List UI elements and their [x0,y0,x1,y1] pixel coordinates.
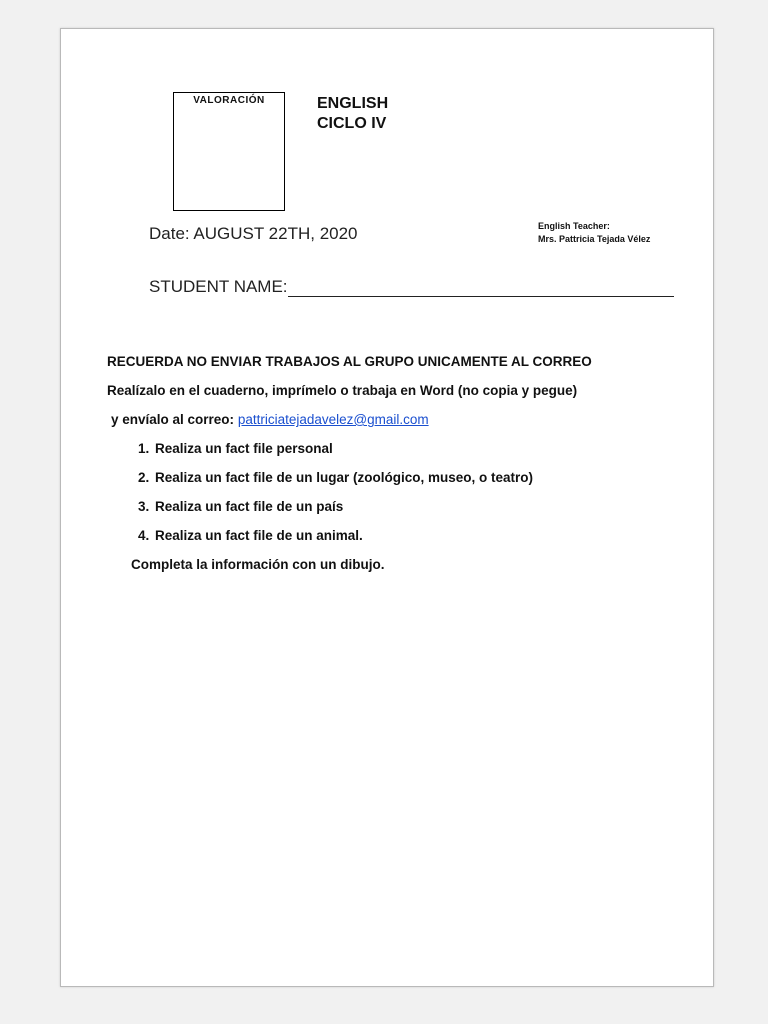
document-page [60,28,714,987]
teacher-label: English Teacher: [538,221,610,231]
subject-title: ENGLISH [317,95,389,112]
task-item: 2. Realiza un fact file de un lugar (zoológico, museo, o teatro) [153,463,592,492]
warning-text: RECUERDA NO ENVIAR TRABAJOS AL GRUPO UNICAMENTE AL CORREO [107,354,592,369]
student-name-field [149,277,674,297]
instructions-section [107,347,592,579]
teacher-info [538,220,650,246]
task-list [107,434,592,550]
task-item: 3. Realiza un fact file de un país [153,492,592,521]
email-link[interactable]: pattriciatejadavelez@gmail.com [237,412,429,427]
grade-box [173,92,285,211]
send-prefix: y envíalo al correo: [111,412,238,427]
subject-level: CICLO IV [317,115,387,132]
student-name-label: STUDENT NAME: [149,277,288,296]
task-item: 1. Realiza un fact file personal [153,434,592,463]
how-to-text: Realízalo en el cuaderno, imprímelo o trabaja en Word (no copia y pegue) [107,383,578,398]
student-name-line [288,280,674,297]
closing-text: Completa la información con un dibujo. [131,557,385,572]
teacher-name: Mrs. Pattricia Tejada Vélez [538,234,651,244]
task-item: 4. Realiza un fact file de un animal. [153,521,592,550]
subject-heading [317,94,388,134]
send-email-line [107,405,592,434]
grade-box-label: VALORACIÓN [193,95,265,106]
date-text: Date: AUGUST 22TH, 2020 [149,224,358,243]
